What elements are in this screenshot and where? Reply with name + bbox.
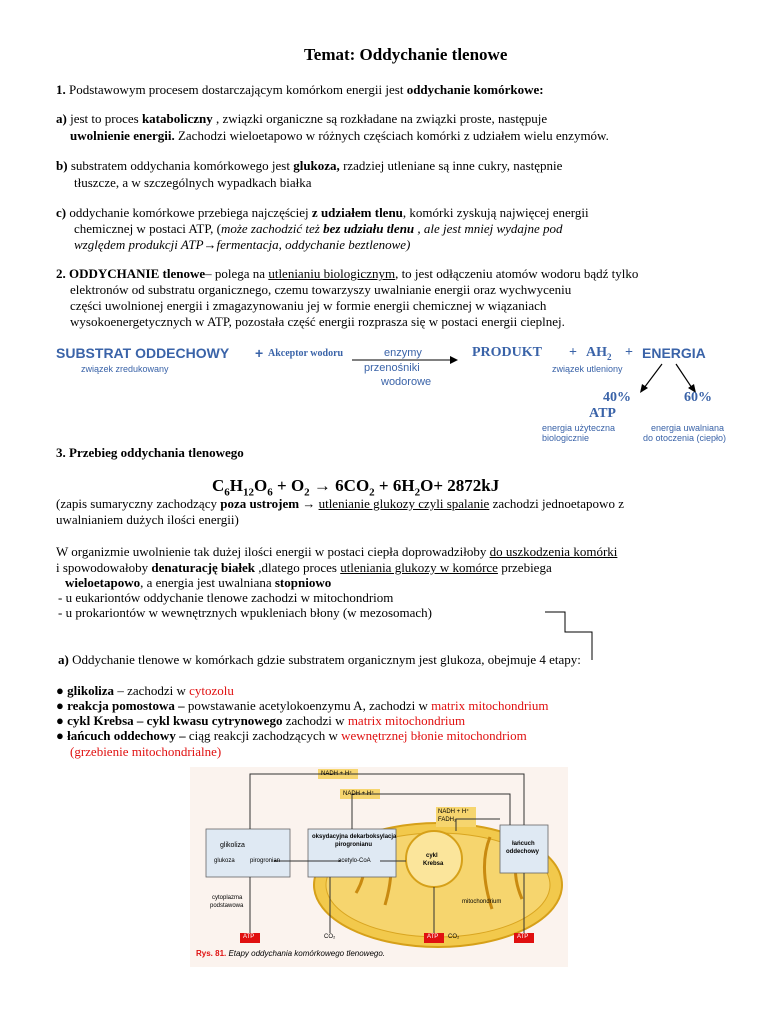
nadh-label-1: NADH + H⁺ <box>321 771 353 777</box>
stage-glikoliza: ● glikoliza – zachodzi w cytozolu <box>56 683 234 698</box>
point-1: 1. Podstawowym procesem dostarczającym komórkom energii jest oddychanie komórkowe: <box>56 82 544 97</box>
co2-text-2: CO₂ <box>448 934 460 940</box>
glukoza-fig-label: glukoza <box>214 858 235 864</box>
point-a2: a) Oddychanie tlenowe w komórkach gdzie substratem organicznym jest glukoza, obejmuje 4 etapy: <box>58 652 581 667</box>
oksydacyjna-label-1: oksydacyjna dekarboksylacja <box>312 834 397 840</box>
zwiazek-utleniony: związek utleniony <box>552 364 623 374</box>
ah2-label: $AH_2$ <box>586 345 612 362</box>
point-2-line1: 2. ODDYCHANIE tlenowe– polega na utlenianiu biologicznym, to jest odłączeniu atomów wodoru bądź tylko <box>56 266 639 281</box>
point-c-line2: chemicznej w postaci ATP, (może zachodzić też bez udziału tlenu , ale jest mniej wydajne pod <box>74 221 563 236</box>
point-a-line1: a) jest to proces kataboliczny , związki organiczne są rozkładane na związki proste, następuje <box>56 111 548 126</box>
point-2-line4: wysokoenergetycznych w ATP, pozostała część energii rozprasza się w postaci energii cieplnej. <box>70 314 565 329</box>
atp-text-2: ATP <box>427 934 439 940</box>
energia-uwalniana-1: energia uwalniana <box>651 423 725 433</box>
enzymy-label: enzymy <box>384 347 422 359</box>
energia-label: ENERGIA <box>642 345 706 361</box>
krebs-label-2: Krebsa <box>423 861 444 867</box>
energia-uwalniana-2: do otoczenia (ciepło) <box>643 433 727 443</box>
akceptor-label: Akceptor wodoru <box>268 348 344 359</box>
acetyl-coa-label: acetylo-CoA <box>338 858 371 864</box>
percent-60: 60% <box>684 390 712 405</box>
krebs-circle <box>406 831 462 887</box>
percent-40: 40% <box>603 390 631 405</box>
organizm-line3: wieloetapowo, a energia jest uwalniana stopniowo <box>65 575 332 590</box>
cytoplasm-label-1: cytoplazma <box>212 895 243 901</box>
point-c-line3: względem produkcji ATP→fermentacja, oddychanie beztlenowe) <box>74 237 411 252</box>
stage-cykl-krebsa: ● cykl Krebsa – cykl kwasu cytrynowego zachodzi w matrix mitochondrium <box>56 713 466 728</box>
figure-caption: Rys. 81. Etapy oddychania komórkowego tlenowego. <box>196 949 386 958</box>
point-3-heading: 3. Przebieg oddychania tlenowego <box>56 445 244 460</box>
atp-label: ATP <box>589 406 616 421</box>
point-b-line2: tłuszcze, a w szczególnych wypadkach białka <box>74 175 312 190</box>
fadh-label: FADH₂ <box>438 817 457 823</box>
zapis-line2: uwalnianiem dużych ilości energii) <box>56 512 239 527</box>
co2-text-1: CO₂ <box>324 934 336 940</box>
atp-text-1: ATP <box>243 934 255 940</box>
mitochondrium-label: mitochondrium <box>462 899 502 905</box>
zwiazek-zredukowany: związek zredukowany <box>81 364 169 374</box>
substrat-label: SUBSTRAT ODDECHOWY <box>56 345 230 361</box>
organizm-line2: i spowodowałoby denaturację białek ,dlatego proces utleniania glukozy w komórce przebiega <box>56 560 552 575</box>
glikoliza-fig-label: glikoliza <box>220 842 245 849</box>
equation: $C_6H_{12}O_6 + O_2 \to 6CO_2 + 6H_2O+ 2872kJ$ <box>212 476 500 499</box>
chain-label-1: łańcuch <box>512 841 535 847</box>
cytoplasm-label-2: podstawowa <box>210 903 244 909</box>
atp-text-3: ATP <box>517 934 529 940</box>
energia-uzyteczna-2: biologicznie <box>542 433 590 443</box>
przenosniki-label: przenośniki <box>364 362 420 374</box>
point-2-line3: części uwolnionej energii i zmagazynowaniu jej w formie energii chemicznej w wiązaniach <box>70 298 547 313</box>
krebs-label-1: cykl <box>426 853 438 859</box>
point-a-line2: uwolnienie energii. Zachodzi wieloetapowo w różnych częściach komórki z udziałem wielu enzymów. <box>70 128 609 143</box>
organizm-line4: - u eukariontów oddychanie tlenowe zachodzi w mitochondriom <box>58 590 394 605</box>
stage-lancuch-oddechowy: ● łańcuch oddechowy – ciąg reakcji zachodzących w wewnętrznej błonie mitochondriom <box>56 728 527 743</box>
point-c-line1: c) oddychanie komórkowe przebiega najczęściej z udziałem tlenu, komórki zyskują najwięcej energii <box>56 205 589 220</box>
point-2-line2: elektronów od substratu organicznego, czemu towarzyszy uwalnianie energii oraz wychwyceniu <box>70 282 572 297</box>
produkt-label: PRODUKT <box>472 345 542 360</box>
nadh-label-3: NADH + H⁺ <box>438 809 470 815</box>
point-b-line1: b) substratem oddychania komórkowego jest glukoza, rzadziej utleniane są inne cukry, następnie <box>56 158 563 173</box>
plus-2: + <box>569 345 577 360</box>
respiration-figure <box>190 767 568 967</box>
pirogronian-fig-label: pirogronian <box>250 858 281 864</box>
energia-uzyteczna-1: energia użyteczna <box>542 423 616 433</box>
stage-reakcja-pomostowa: ● reakcja pomostowa – powstawanie acetylokoenzymu A, zachodzi w matrix mitochondrium <box>56 698 549 713</box>
oksydacyjna-label-2: pirogronianu <box>335 842 372 848</box>
organizm-line5: - u prokariontów w wewnętrznych wpukleniach błony (w mezosomach) <box>58 605 432 620</box>
wodorowe-label: wodorowe <box>381 376 432 388</box>
stage-lancuch-location-2: (grzebienie mitochondrialne) <box>70 744 222 759</box>
organizm-line1: W organizmie uwolnienie tak dużej ilości energii w postaci ciepła doprowadziłoby do uszkodzenia komórki <box>56 544 618 559</box>
chain-label-2: oddechowy <box>506 849 540 855</box>
glycolysis-box <box>206 829 290 877</box>
nadh-label-2: NADH + H⁺ <box>343 791 375 797</box>
zapis-line1: (zapis sumaryczny zachodzący poza ustrojem → utlenianie glukozy czyli spalanie zachodzi jednoetapowo z <box>56 496 624 511</box>
page-title: Temat: Oddychanie tlenowe <box>304 45 508 64</box>
plus-3: + <box>625 345 633 360</box>
plus-1: + <box>255 345 264 361</box>
